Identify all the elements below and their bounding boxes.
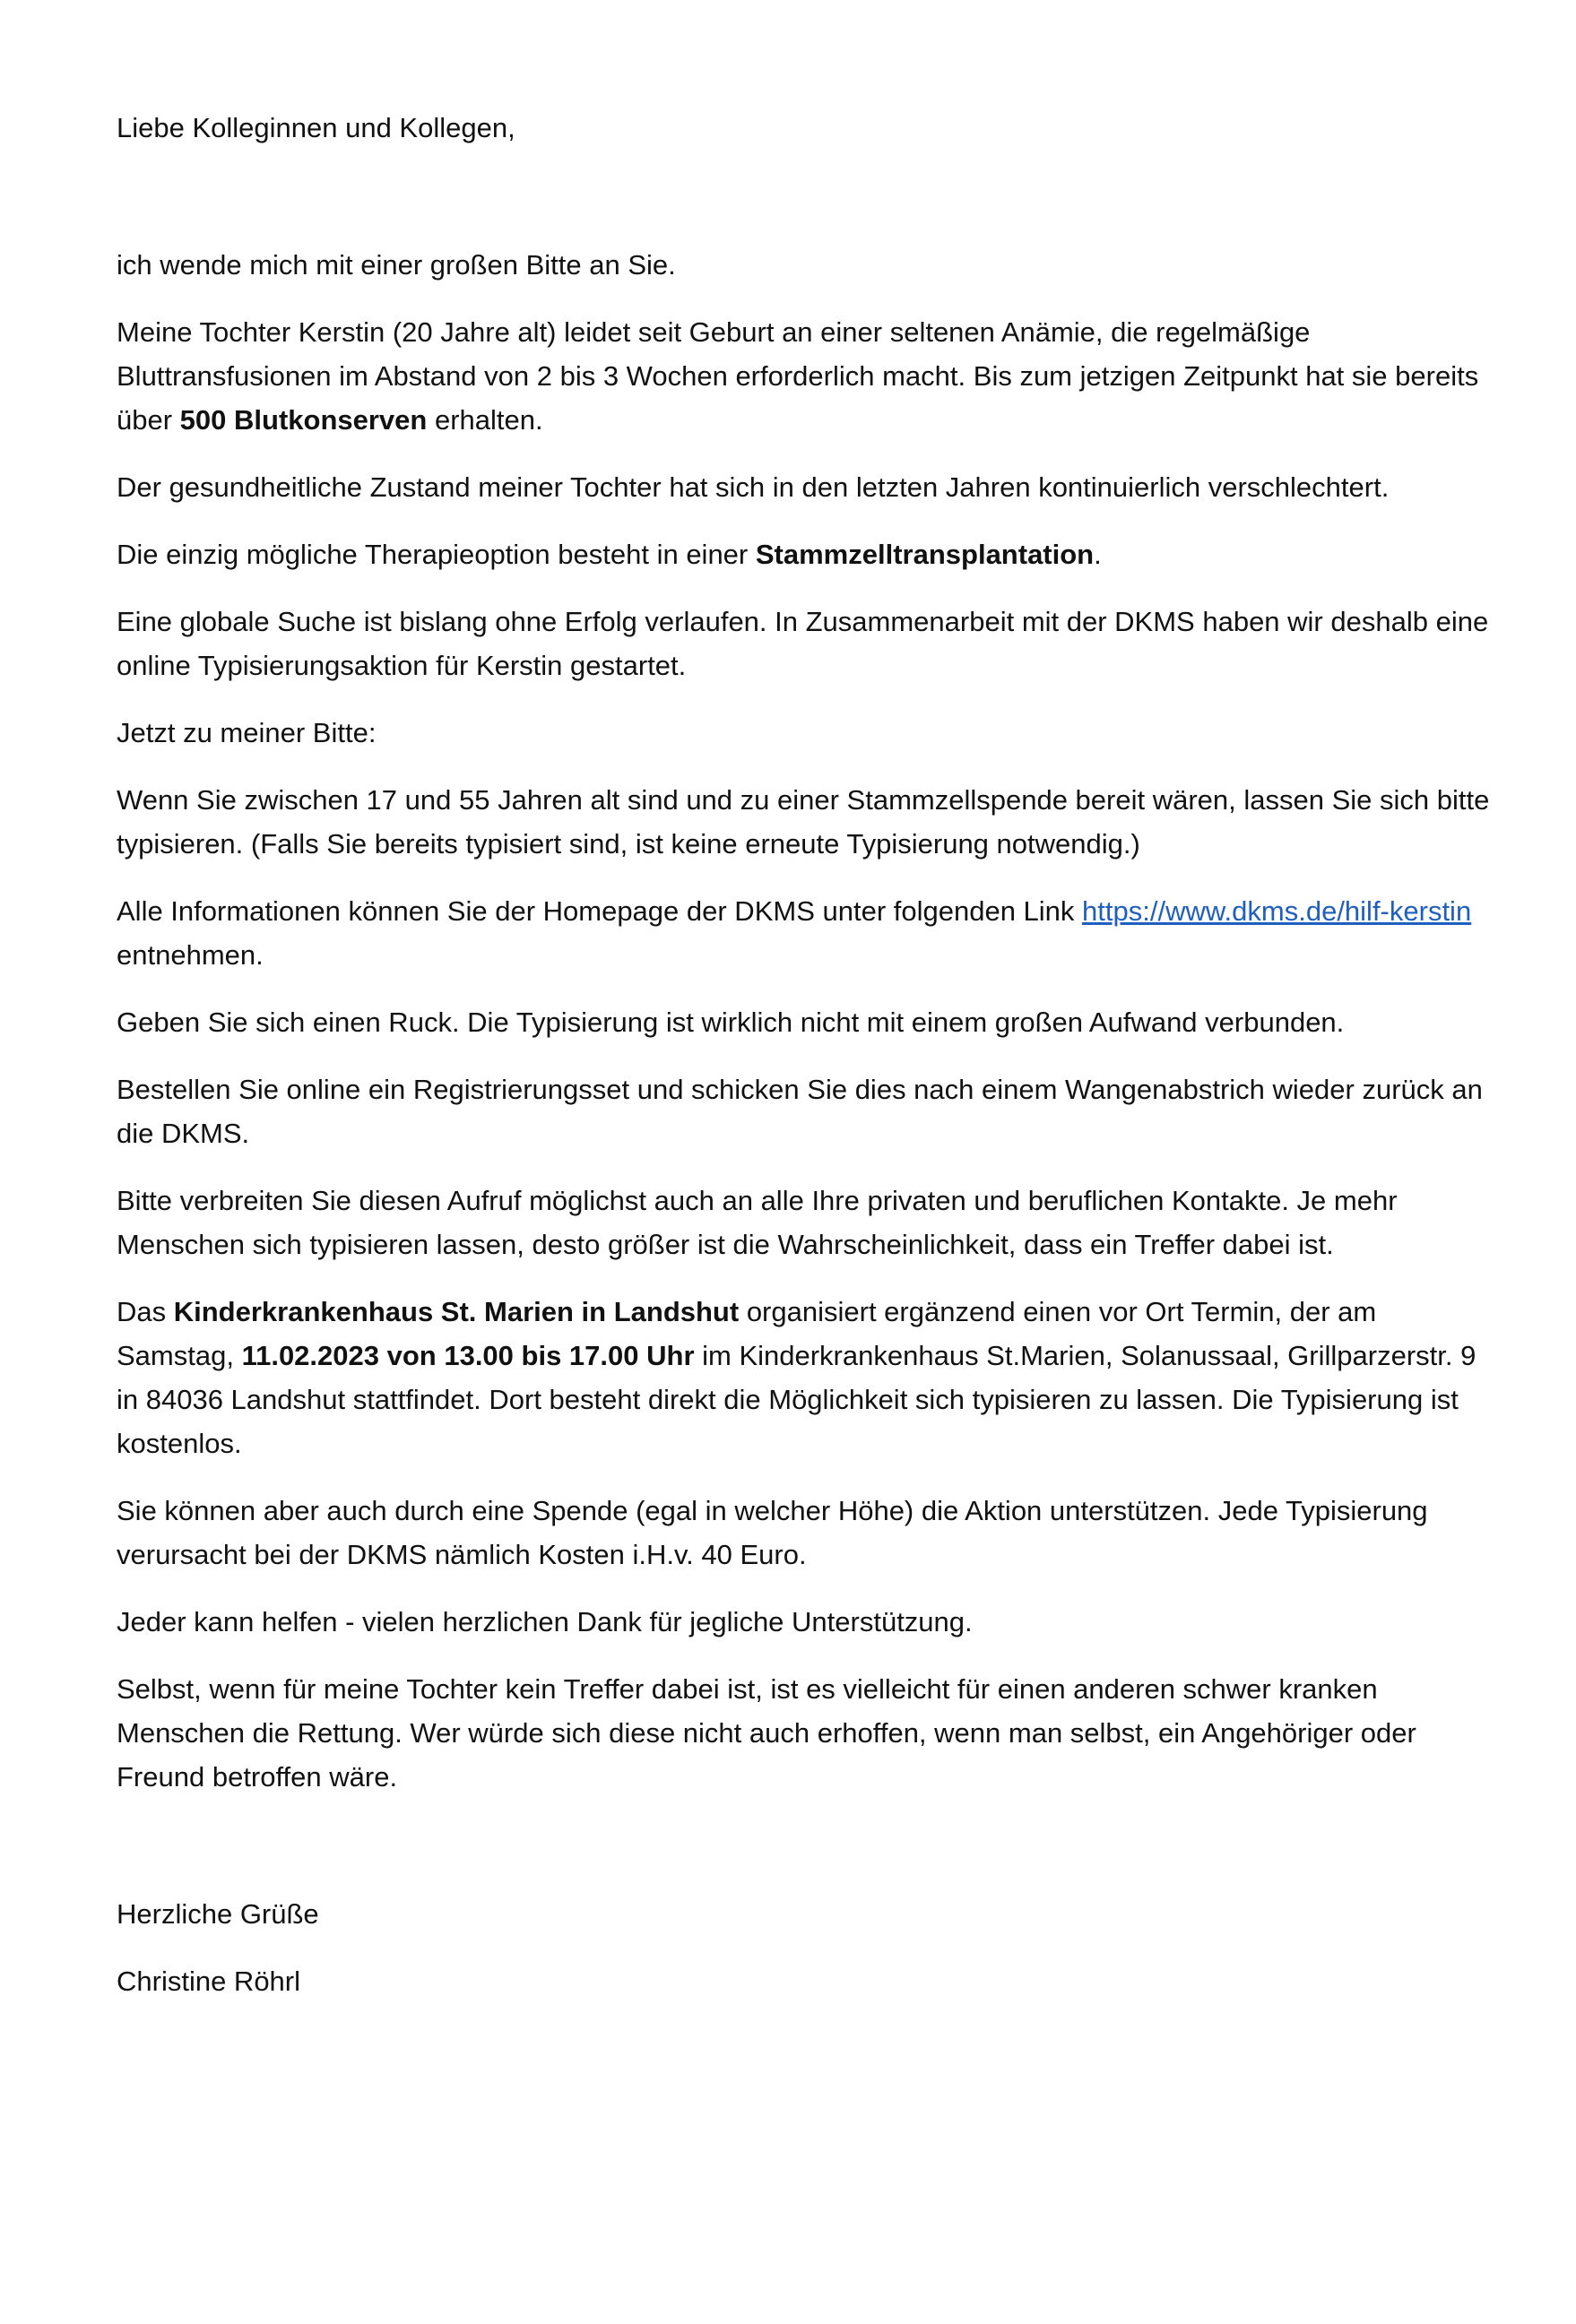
bold-blood-units: 500 Blutkonserven	[179, 404, 428, 436]
paragraph-onsite-event	[117, 1290, 1497, 1465]
text-segment: Die einzig mögliche Therapieoption besteht in einer	[117, 539, 756, 570]
closing: Herzliche Grüße	[117, 1898, 319, 1930]
paragraph-age-requirement: Wenn Sie zwischen 17 und 55 Jahren alt sind und zu einer Stammzellspende bereit wären, lassen Sie sich bitte typisieren. (Falls Sie bereits typisiert sind, ist keine erneute Typisierung notwendig.)	[117, 784, 1490, 860]
text-segment: .	[1094, 539, 1102, 570]
letter-body	[117, 106, 1497, 2026]
paragraph-hope: Selbst, wenn für meine Tochter kein Treffer dabei ist, ist es vielleicht für einen anderen schwer kranken Menschen die Rettung. Wer würde sich diese nicht auch erhoffen, wenn man selbst, ein Angehöriger oder Freund betroffen wäre.	[117, 1673, 1416, 1793]
bold-hospital: Kinderkrankenhaus St. Marien in Landshut	[173, 1296, 740, 1327]
text-segment: im Kinderkrankenhaus St.Marien, Solanussaal, Grillparzerstr. 9 in 84036 Landshut stattfindet. Dort besteht direkt die Möglichkeit sich typisieren zu lassen. Die Typisierung ist kostenlos.	[117, 1340, 1476, 1459]
text-segment: organisiert ergänzend einen vor Ort Termin, der am Samstag,	[117, 1296, 1377, 1371]
text-segment: entnehmen.	[117, 939, 264, 971]
text-segment: erhalten.	[427, 404, 543, 436]
text-segment: Das	[117, 1296, 174, 1327]
paragraph-registration-set: Bestellen Sie online ein Registrierungsset und schicken Sie dies nach einem Wangenabstrich wieder zurück an die DKMS.	[117, 1074, 1483, 1149]
paragraph-info-link	[117, 889, 1497, 977]
paragraph-request: ich wende mich mit einer großen Bitte an Sie.	[117, 249, 676, 281]
paragraph-donation: Sie können aber auch durch eine Spende (egal in welcher Höhe) die Aktion unterstützen. Jede Typisierung verursacht bei der DKMS nämlich Kosten i.H.v. 40 Euro.	[117, 1495, 1428, 1570]
paragraph-encouragement: Geben Sie sich einen Ruck. Die Typisierung ist wirklich nicht mit einem großen Aufwand verbunden.	[117, 1006, 1345, 1038]
signature: Christine Röhrl	[117, 1965, 301, 1997]
bold-event-date: 11.02.2023 von 13.00 bis 17.00 Uhr	[241, 1340, 695, 1371]
paragraph-global-search: Eine globale Suche ist bislang ohne Erfolg verlaufen. In Zusammenarbeit mit der DKMS haben wir deshalb eine online Typisierungsaktion für Kerstin gestartet.	[117, 606, 1489, 681]
greeting: Liebe Kolleginnen und Kollegen,	[117, 112, 515, 143]
paragraph-therapy-option	[117, 532, 1497, 576]
bold-therapy: Stammzelltransplantation	[755, 539, 1095, 570]
paragraph-request-intro: Jetzt zu meiner Bitte:	[117, 717, 377, 748]
paragraph-share-request: Bitte verbreiten Sie diesen Aufruf möglichst auch an alle Ihre privaten und beruflichen Kontakte. Je mehr Menschen sich typisieren lassen, desto größer ist die Wahrscheinlichkeit, dass ein Treffer dabei ist.	[117, 1185, 1398, 1260]
text-segment: Meine Tochter Kerstin (20 Jahre alt) leidet seit Geburt an einer seltenen Anämie, die regelmäßige Bluttransfusionen im Abstand von 2 bis 3 Wochen erforderlich macht. Bis zum jetzigen Zeitpunkt hat sie bereits über	[117, 316, 1479, 436]
paragraph-health-decline: Der gesundheitliche Zustand meiner Tochter hat sich in den letzten Jahren kontinuierlich verschlechtert.	[117, 471, 1390, 503]
dkms-link[interactable]: https://www.dkms.de/hilf-kerstin	[1082, 895, 1472, 927]
paragraph-daughter-condition	[117, 310, 1497, 442]
text-segment: Alle Informationen können Sie der Homepage der DKMS unter folgenden Link	[117, 895, 1083, 927]
paragraph-thanks: Jeder kann helfen - vielen herzlichen Dank für jegliche Unterstützung.	[117, 1606, 973, 1637]
